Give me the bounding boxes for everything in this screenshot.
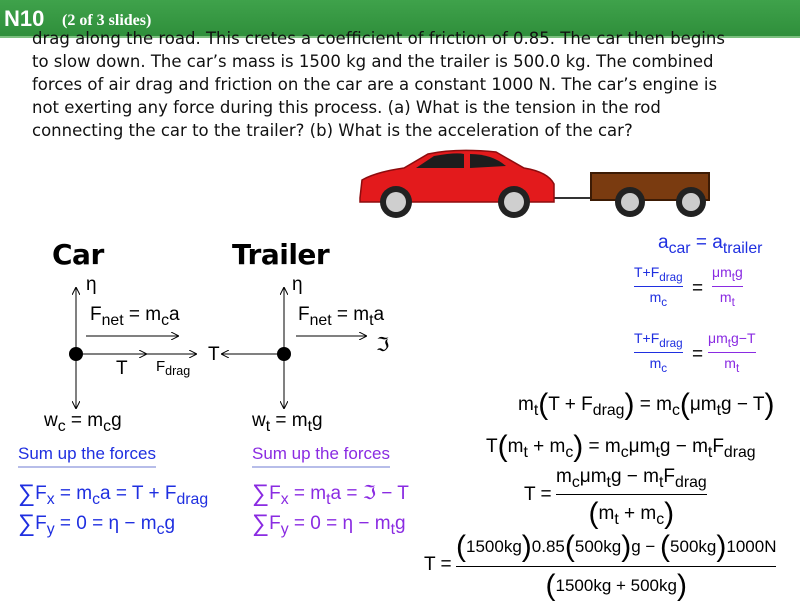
trailer-sum-x: $\sum F_x = m_ta$ = ℑ − T [252,480,409,508]
slide-code: N10 [4,6,45,31]
problem-text: drag along the road. This cretes a coefficient of friction of 0.85. The car then begins to slow down. The car’s mass is 1500 kg and the trailer is 500.0 kg. The combined forces of air drag and friction on the car are a constant 1000 N. The car’s engine is not exerting any force during this process. (a) What is the tension in the rod connecting the car to the trailer? (b) What is the acceleration of the car? [32,29,725,140]
car-sum-x: $\sum F_x = m_ca = T + F_{drag}$ [18,480,209,508]
eq3-left-den: $m_c$ [649,354,668,375]
car-sum-y: $\sum F_y = 0 = \eta - m_cg$ [18,510,176,538]
eq2-left-den: $m_c$ [649,288,668,309]
car-fnet-eq: $F_{net} = m_ca$ [90,304,180,329]
eq5: $T(m_t + m_c) = m_c\mu m_tg - m_tF_{drag}$ [486,430,756,463]
eq2-left-frac [634,264,683,309]
trailer-sum-label: Sum up the forces [252,444,390,468]
trailer-sum-y: $\sum F_y = 0 = \eta - m_tg$ [252,510,406,538]
eq4: $m_t(T + F_{drag}) = m_c(\mu m_tg - T)$ [518,388,775,421]
eq3-right-den: $m_t$ [724,354,740,375]
eq6-frac [556,466,707,531]
eq-accel-equal: $a_{car} = a_{trailer}$ [658,232,763,257]
car-heading: Car [52,238,104,271]
eq2-right-frac [712,264,743,309]
eq3-equals: = [692,344,704,365]
car-weight-eq: $w_c = m_cg$ [44,410,122,435]
eq7-frac [456,530,776,603]
car-normal-label: η [86,274,97,295]
eq2-left-num: $T+F_{drag}$ [634,264,683,284]
car-trailer-illustration [356,148,716,224]
eq2-right-den: $m_t$ [719,288,735,309]
eq7-num: (1500kg)0.85(500kg)g − (500kg)1000N [456,530,777,563]
trailer-weight-eq: $w_t = m_tg$ [252,410,323,435]
car-tension-label: T [116,358,128,379]
trailer-tension-label: T [208,344,220,365]
trailer-heading: Trailer [232,238,330,271]
eq6-lhs: T = [524,484,552,505]
car-sum-label: Sum up the forces [18,444,156,468]
eq6-num: $m_c\mu m_tg - m_tF_{drag}$ [556,466,707,491]
trailer-fbd-arrows [200,280,400,430]
slide-subtitle: (2 of 3 slides) [62,12,152,29]
eq3-right-num: $\mu m_tg-T$ [708,330,756,350]
trailer-fnet-eq: $F_{net} = m_ta$ [298,304,385,329]
eq2-equals: = [692,278,704,299]
trailer-normal-label: η [292,274,303,295]
car-drag-label: $F_{drag}$ [156,358,191,378]
eq2-right-num: $\mu m_tg$ [712,264,743,284]
eq6-den: $(m_t + m_c)$ [588,496,675,530]
car-fbd-arrows [0,280,220,430]
eq7-lhs: T = [424,554,452,575]
eq3-left-frac [634,330,683,375]
eq7-den: (1500kg + 500kg) [545,569,687,602]
eq3-right-frac [708,330,756,375]
trailer-friction-label: ℑ [376,335,390,356]
eq3-left-num: $T+F_{drag}$ [634,330,683,350]
